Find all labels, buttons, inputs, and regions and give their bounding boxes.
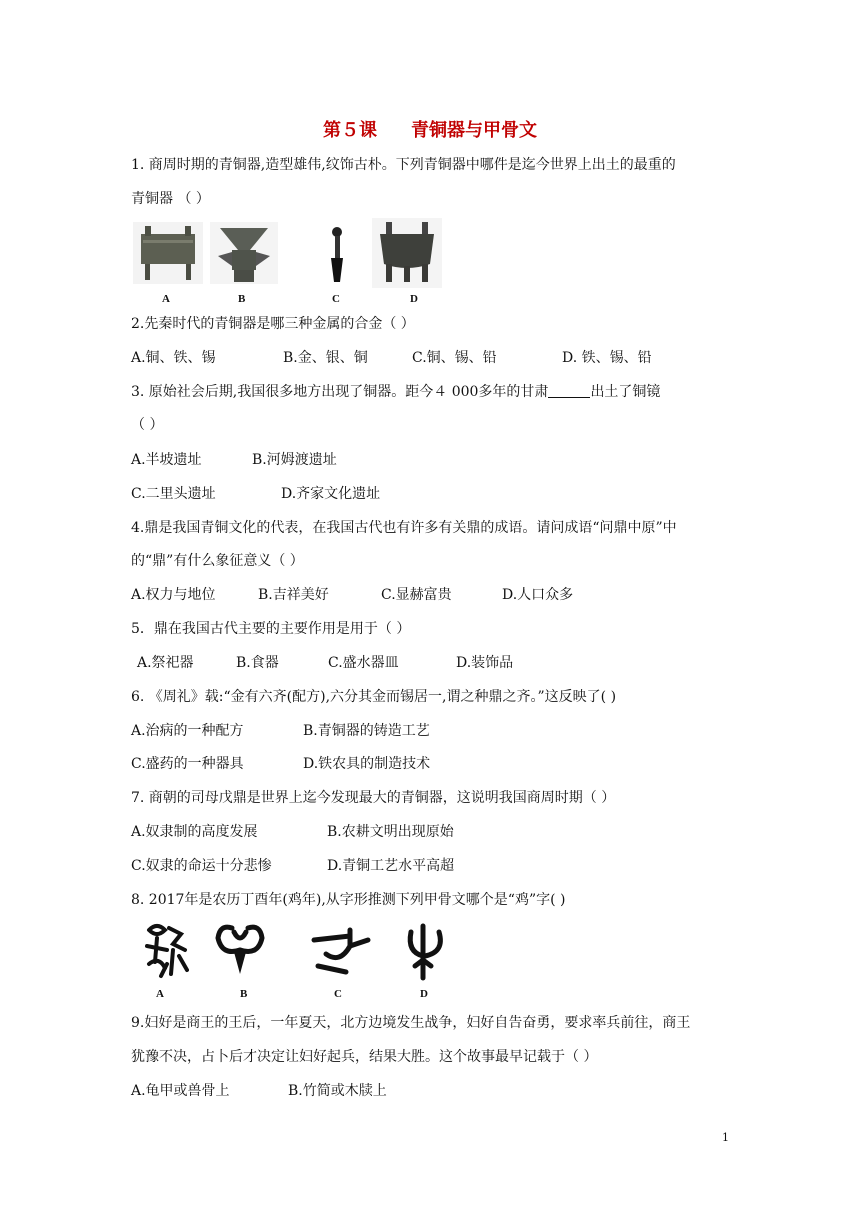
q3-option-c: C.二里头遗址 [131, 486, 216, 502]
q8-label-a: A [156, 988, 164, 1000]
q4-stem-line1: 4.鼎是我国青铜文化的代表，在我国古代也有许多有关鼎的成语。请问成语“问鼎中原”中 [131, 520, 677, 536]
lesson-topic: 青铜器与甲骨文 [411, 120, 537, 141]
q3-option-a: A.半坡遗址 [131, 452, 202, 468]
q7-option-c: C.奴隶的命运十分悲惨 [131, 858, 272, 874]
q5-option-a: A.祭祀器 [137, 655, 194, 671]
q7-option-a: A.奴隶制的高度发展 [131, 824, 258, 840]
q3-option-b: B.河姆渡遗址 [252, 452, 337, 468]
q3-stem-line2: （ ） [131, 417, 164, 433]
q1-label-c: C [332, 293, 340, 305]
oracle-glyph-c-image [310, 926, 372, 976]
q7-option-b: B.农耕文明出现原始 [327, 824, 454, 840]
q1-label-b: B [238, 293, 246, 305]
q9-option-a: A.龟甲或兽骨上 [131, 1083, 230, 1099]
q7-option-d: D.青铜工艺水平高超 [327, 858, 455, 874]
q4-option-c: C.显赫富贵 [381, 587, 452, 603]
q3-stem-b: 出土了铜镜 [590, 384, 661, 400]
oracle-glyph-b-image [212, 920, 268, 978]
q6-option-a: A.治病的一种配方 [131, 723, 244, 739]
q1-stem-line2: 青铜器 （ ） [131, 191, 210, 207]
q7-stem: 7. 商朝的司母戊鼎是世界上迄今发现最大的青铜器，这说明我国商周时期（ ） [131, 790, 616, 806]
q1-stem-line1: 1. 商周时期的青铜器,造型雄伟,纹饰古朴。下列青铜器中哪件是迄今世界上出土的最重的 [131, 157, 676, 173]
q2-option-b: B.金、银、铜 [283, 350, 368, 366]
page-title [0, 116, 860, 142]
q9-option-b: B.竹简或木牍上 [288, 1083, 387, 1099]
q9-stem-line2: 犹豫不决，占卜后才决定让妇好起兵，结果大胜。这个故事最早记载于（ ） [131, 1049, 598, 1065]
q8-label-c: C [334, 988, 342, 1000]
bronze-tool-image [323, 224, 351, 286]
q2-stem: 2.先秦时代的青铜器是哪三种金属的合金（ ） [131, 316, 415, 332]
q6-option-c: C.盛药的一种器具 [131, 756, 244, 772]
q4-stem-line2: 的“鼎”有什么象征意义（ ） [131, 553, 304, 569]
q3-stem-line1 [131, 382, 660, 402]
oracle-glyph-d-image [403, 922, 449, 982]
oracle-glyph-a-image [143, 920, 189, 980]
q5-option-d: D.装饰品 [456, 655, 514, 671]
q2-option-d: D. 铁、锡、铅 [562, 350, 652, 366]
q4-option-b: B.吉祥美好 [258, 587, 329, 603]
q8-label-b: B [240, 988, 248, 1000]
q2-option-a: A.铜、铁、锡 [131, 350, 216, 366]
bronze-zun-image [210, 222, 278, 284]
q6-stem: 6. 《周礼》载:“金有六齐(配方),六分其金而锡居一,谓之种鼎之齐。”这反映了( ) [131, 689, 617, 705]
q3-blank [548, 383, 590, 398]
q5-option-c: C.盛水器皿 [328, 655, 399, 671]
q3-option-d: D.齐家文化遗址 [281, 486, 381, 502]
q9-stem-line1: 9.妇好是商王的王后，一年夏天，北方边境发生战争，妇好自告奋勇，要求率兵前往，商王 [131, 1015, 691, 1031]
q2-option-c: C.铜、锡、铅 [412, 350, 497, 366]
q5-stem: 5．鼎在我国古代主要的主要作用是用于（ ） [131, 621, 411, 637]
q5-option-b: B.食器 [236, 655, 279, 671]
q8-stem: 8. 2017年是农历丁酉年(鸡年),从字形推测下列甲骨文哪个是“鸡”字( ) [131, 892, 566, 908]
page-number: 1 [722, 1131, 729, 1144]
q6-option-d: D.铁农具的制造技术 [303, 756, 431, 772]
lesson-number: 第５课 [323, 120, 377, 141]
q4-option-a: A.权力与地位 [131, 587, 216, 603]
bronze-ding-image [372, 218, 442, 288]
q1-label-d: D [410, 293, 418, 305]
q3-stem-a: 3. 原始社会后期,我国很多地方出现了铜器。距今４ 000多年的甘肃 [131, 384, 549, 400]
bronze-fangding-image [133, 222, 203, 284]
q1-label-a: A [162, 293, 170, 305]
q8-label-d: D [420, 988, 428, 1000]
q4-option-d: D.人口众多 [502, 587, 574, 603]
q6-option-b: B.青铜器的铸造工艺 [303, 723, 430, 739]
